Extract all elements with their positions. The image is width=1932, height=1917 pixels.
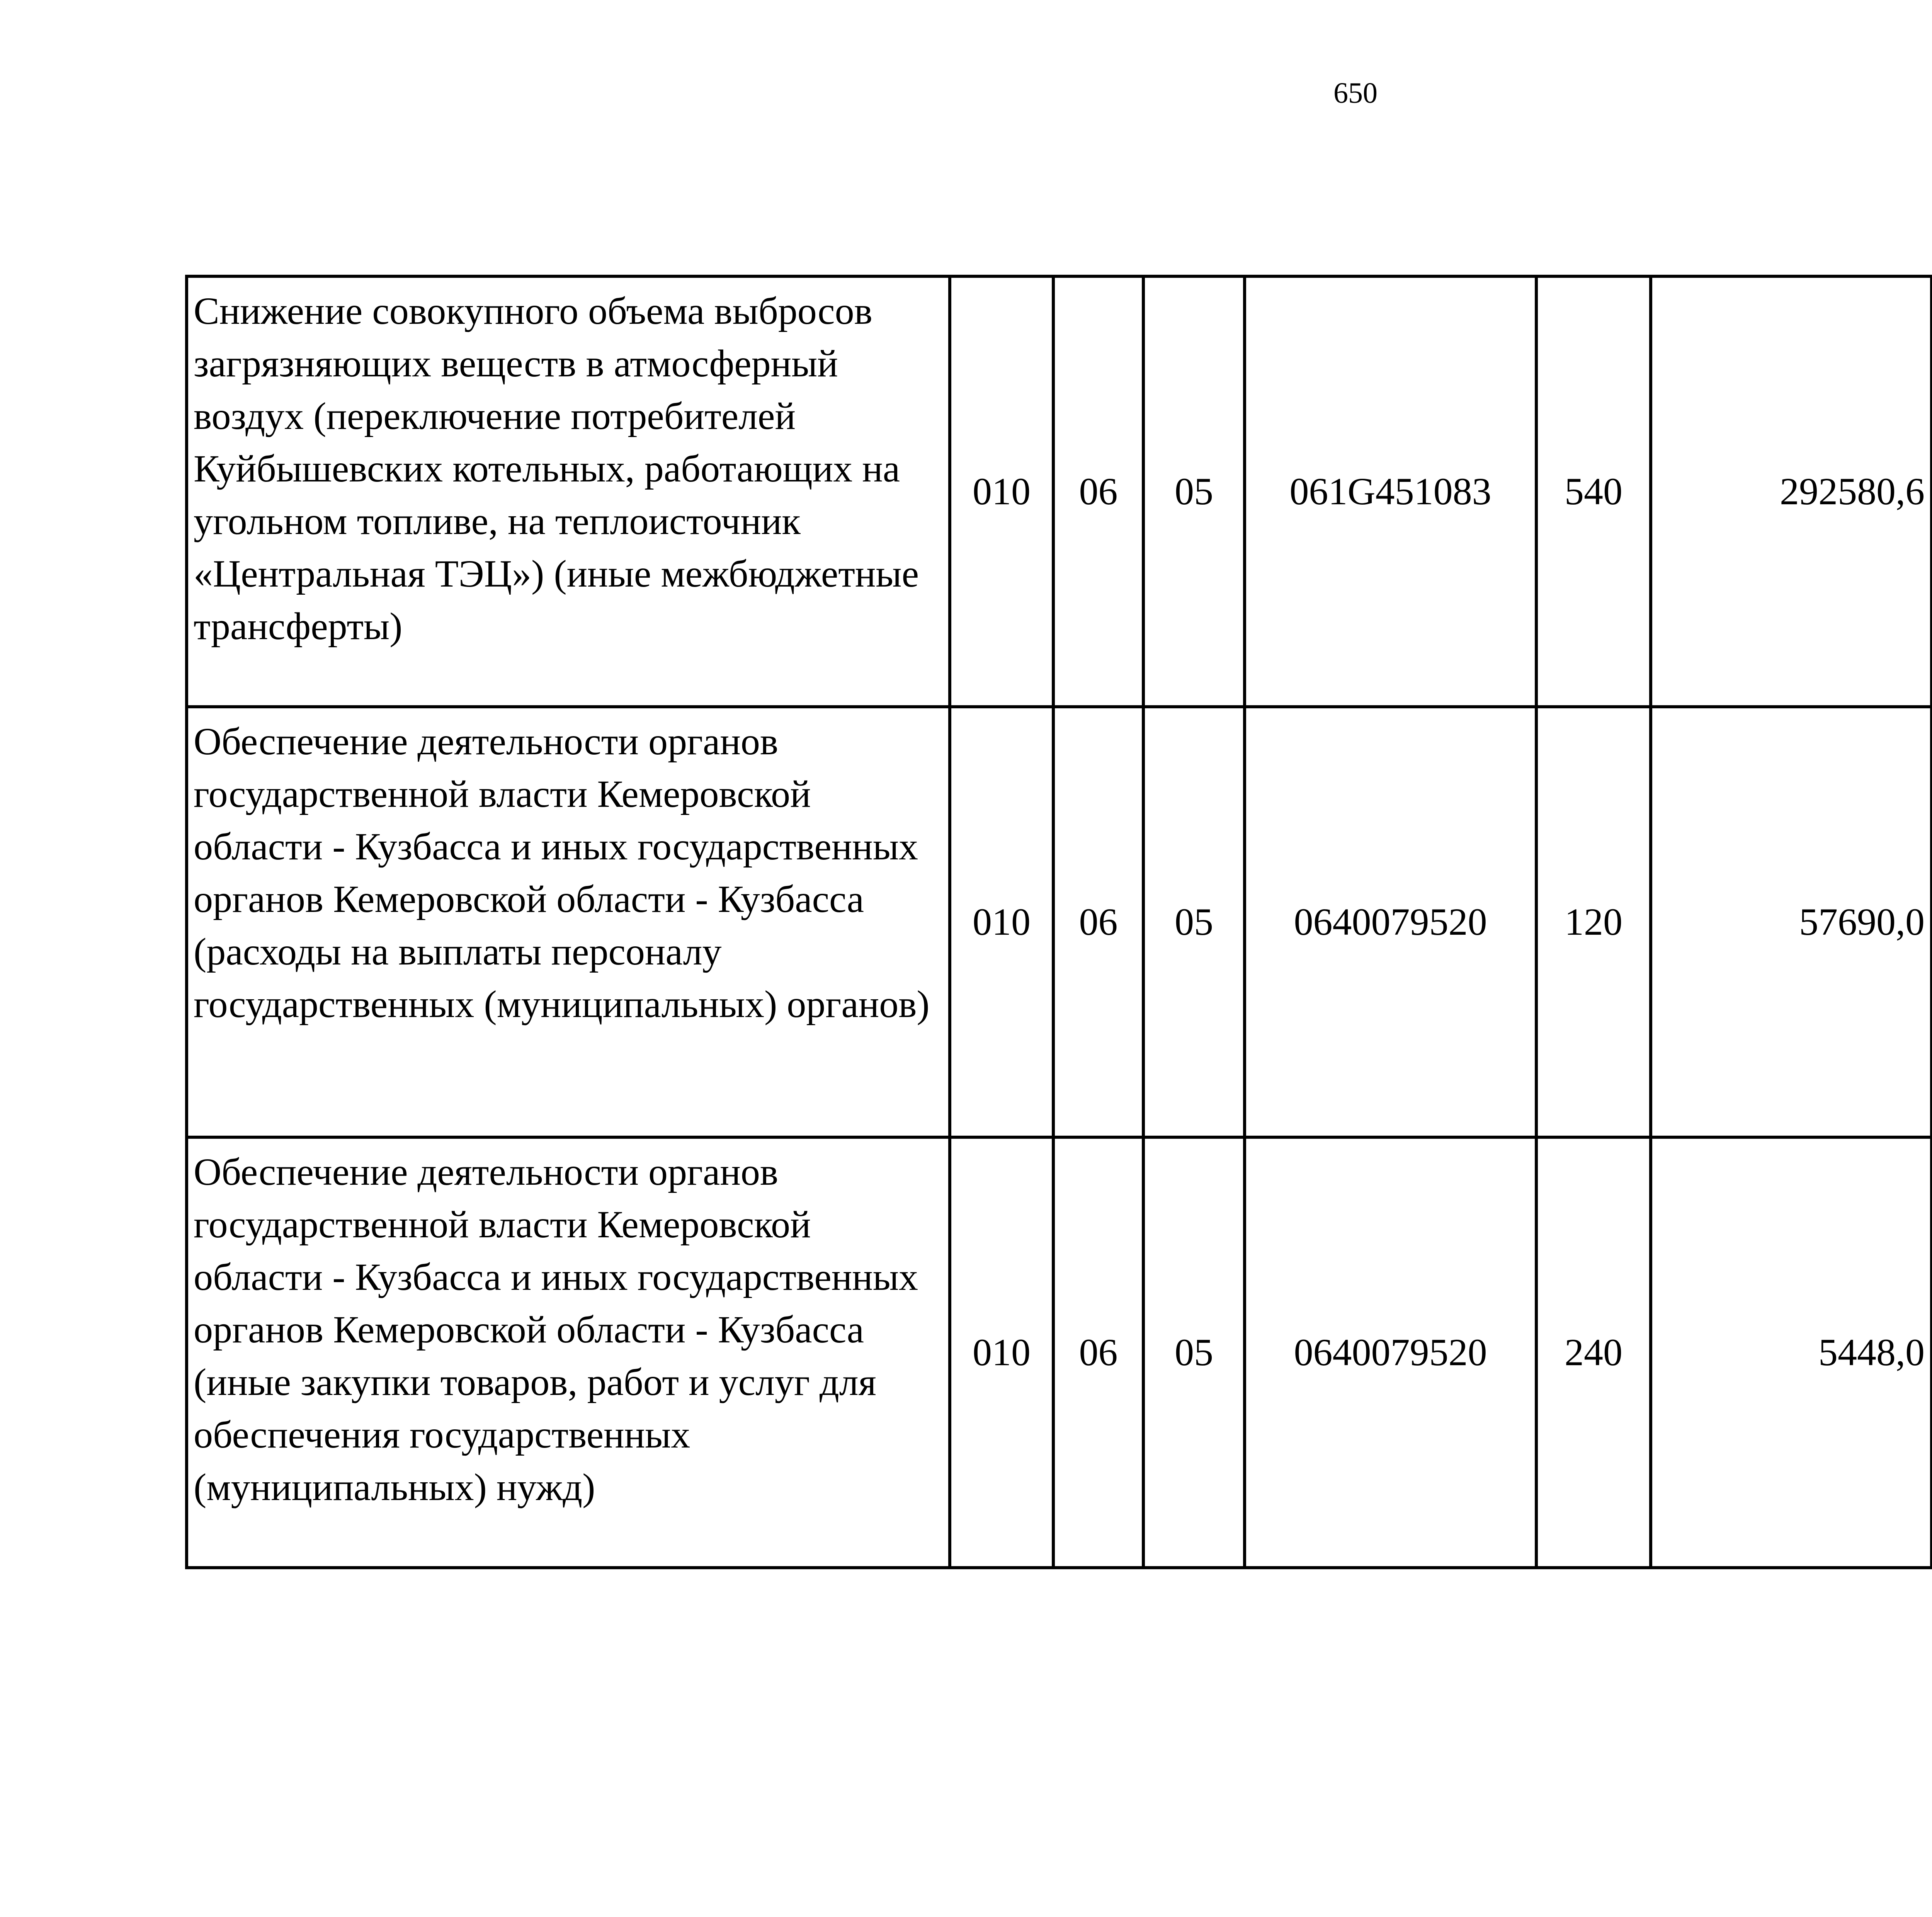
page-number: 650 <box>1333 77 1378 109</box>
target-article-code: 0640079520 <box>1245 707 1536 1137</box>
row-description: Снижение совокупного объема выбросов загрязняющих веществ в атмосферный воздух (переключение потребителей Куйбышевских котельных, работающих на угольном топливе, на теплоисточник «Центральная ТЭЦ») (иные межбюджетные трансферты) <box>187 276 950 707</box>
table-row <box>187 276 1932 707</box>
subsection-code: 05 <box>1143 1137 1245 1568</box>
section-code: 06 <box>1053 276 1143 707</box>
subsection-code: 05 <box>1143 707 1245 1137</box>
amount-1: 5448,0 <box>1651 1137 1932 1568</box>
subsection-code: 05 <box>1143 276 1245 707</box>
ministry-code: 010 <box>950 1137 1053 1568</box>
row-description: Обеспечение деятельности органов государственной власти Кемеровской области - Кузбасса и иных государственных органов Кемеровской области - Кузбасса (расходы на выплаты персоналу государственных (муниципальных) органов) <box>187 707 950 1137</box>
target-article-code: 0640079520 <box>1245 1137 1536 1568</box>
expense-type-code: 120 <box>1536 707 1651 1137</box>
expense-type-code: 540 <box>1536 276 1651 707</box>
expense-type-code: 240 <box>1536 1137 1651 1568</box>
amount-1: 292580,6 <box>1651 276 1932 707</box>
section-code: 06 <box>1053 707 1143 1137</box>
amount-1: 57690,0 <box>1651 707 1932 1137</box>
ministry-code: 010 <box>950 276 1053 707</box>
row-description: Обеспечение деятельности органов государственной власти Кемеровской области - Кузбасса и иных государственных органов Кемеровской области - Кузбасса (иные закупки товаров, работ и услуг для обеспечения государственных (муниципальных) нужд) <box>187 1137 950 1568</box>
budget-table <box>185 275 1932 1569</box>
table-row <box>187 1137 1932 1568</box>
ministry-code: 010 <box>950 707 1053 1137</box>
target-article-code: 061G451083 <box>1245 276 1536 707</box>
section-code: 06 <box>1053 1137 1143 1568</box>
table-row <box>187 707 1932 1137</box>
